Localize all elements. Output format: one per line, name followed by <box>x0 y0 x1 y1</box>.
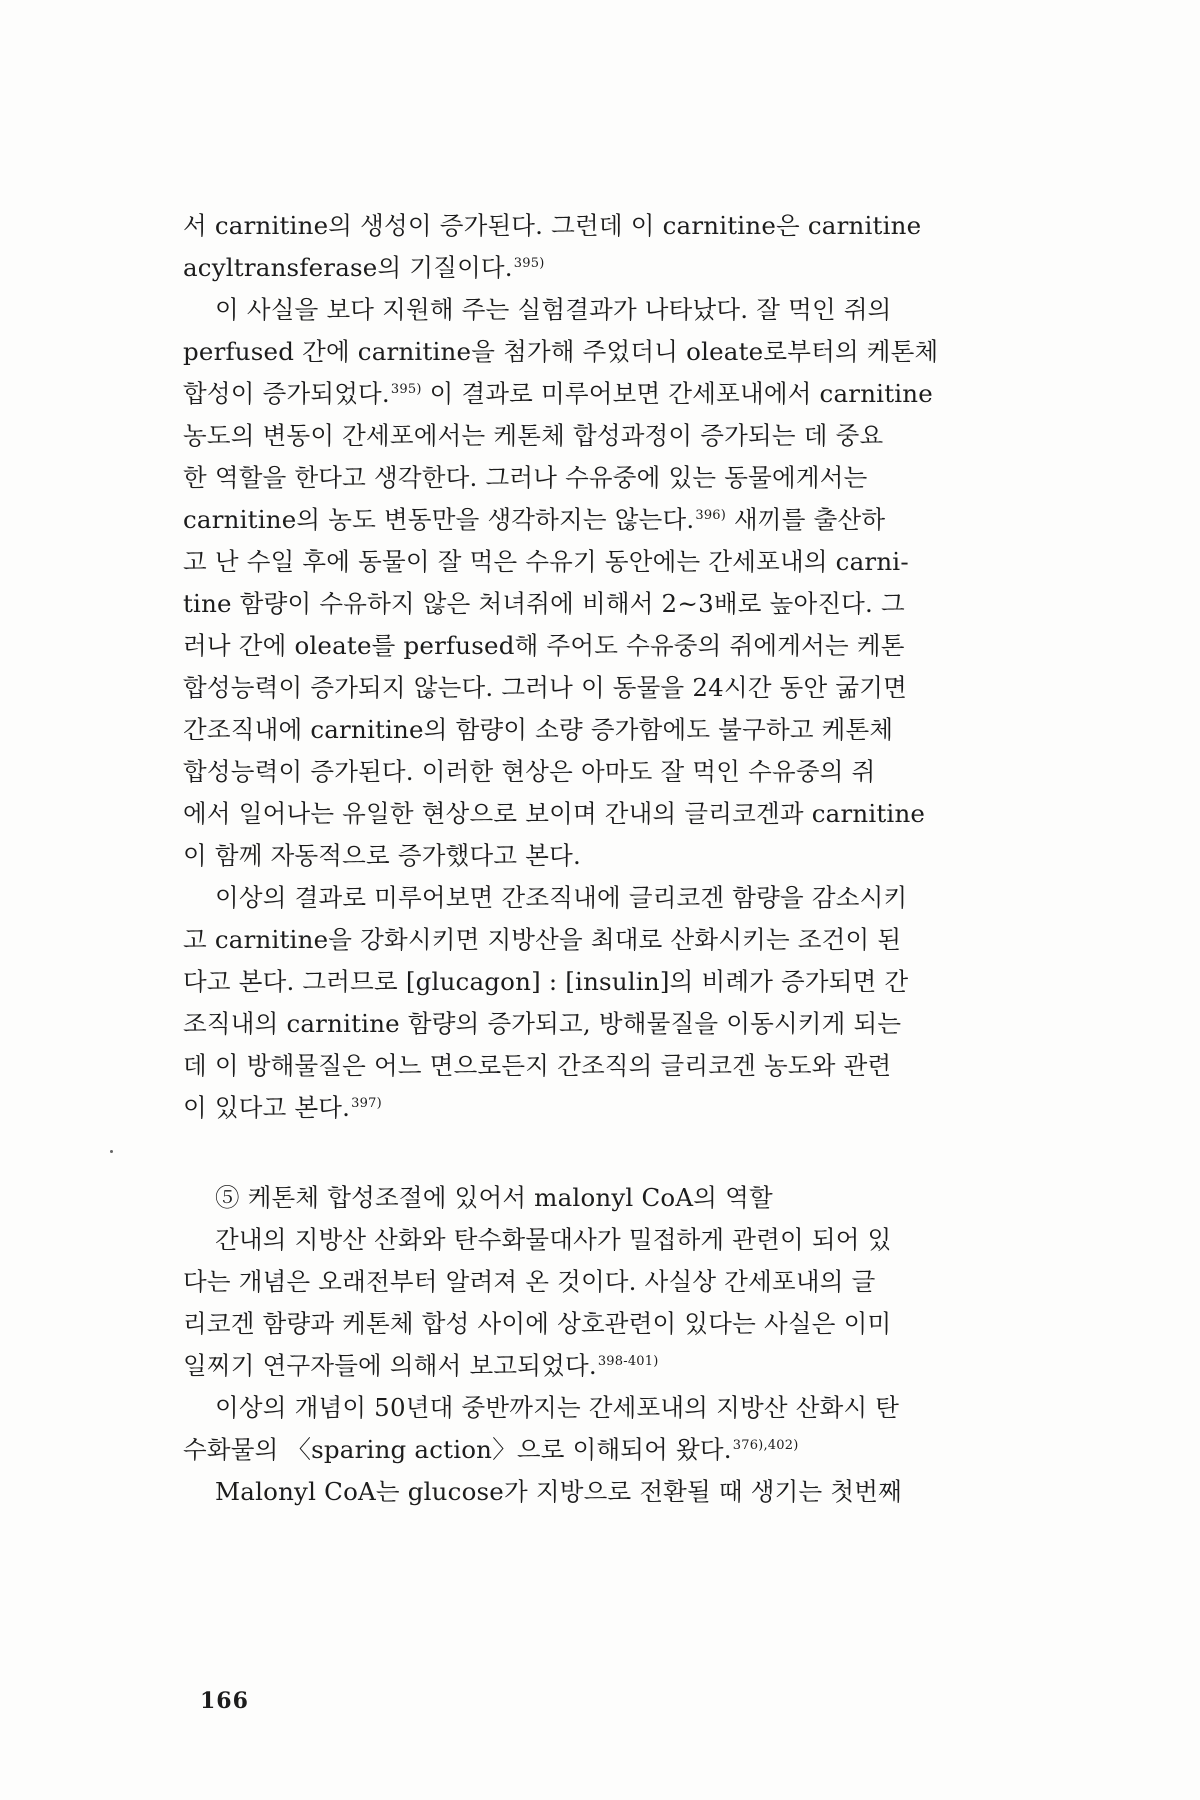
text-line: 에서 일어나는 유일한 현상으로 보이며 간내의 글리코겐과 carnitine <box>183 799 926 828</box>
text-line: Malonyl CoA는 glucose가 지방으로 전환될 때 생기는 첫번째 <box>215 1477 902 1506</box>
text-line: 합성능력이 증가되지 않는다. 그러나 이 동물을 24시간 동안 굶기면 <box>183 673 908 702</box>
text-line: 다는 개념은 오래전부터 알려져 온 것이다. 사실상 간세포내의 글 <box>183 1267 876 1296</box>
text-line: 이 함께 자동적으로 증가했다고 본다. <box>183 841 581 870</box>
text-line: acyltransferase의 기질이다.$^{395)}$ <box>183 253 545 282</box>
footnote-ref: 376),402) <box>732 1438 799 1453</box>
text-line: 이 사실을 보다 지원해 주는 실험결과가 나타났다. 잘 먹인 쥐의 <box>215 295 892 324</box>
text-line: 이상의 개념이 50년대 중반까지는 간세포내의 지방산 산화시 탄 <box>215 1393 900 1422</box>
text-line: 이 있다고 본다.$^{397)}$ <box>183 1093 382 1122</box>
body-text <box>183 205 1001 1513</box>
text-line: 농도의 변동이 간세포에서는 케톤체 합성과정이 증가되는 데 중요 <box>183 421 884 450</box>
text-line: perfused 간에 carnitine을 첨가해 주었더니 oleate로부터의 케톤체 <box>183 337 939 366</box>
footnote-ref: 397) <box>351 1096 382 1111</box>
text-line: 일찌기 연구자들에 의해서 보고되었다.$^{398-401)}$ <box>183 1351 659 1380</box>
section-heading: ⑤ 케톤체 합성조절에 있어서 malonyl CoA의 역할 <box>215 1183 773 1212</box>
text-line: 러나 간에 oleate를 perfused해 주어도 수유중의 쥐에게서는 케톤 <box>183 631 905 660</box>
text-line: 조직내의 carnitine 함량의 증가되고, 방해물질을 이동시키게 되는 <box>183 1009 902 1038</box>
text-line: 간내의 지방산 산화와 탄수화물대사가 밀접하게 관련이 되어 있 <box>215 1225 892 1254</box>
text-line: 합성능력이 증가된다. 이러한 현상은 아마도 잘 먹인 수유중의 쥐 <box>183 757 876 786</box>
text-line: 한 역할을 한다고 생각한다. 그러나 수유중에 있는 동물에게서는 <box>183 463 868 492</box>
scan-speck <box>110 1150 113 1153</box>
text-line: 고 carnitine을 강화시키면 지방산을 최대로 산화시키는 조건이 된 <box>183 925 902 954</box>
text-line: 이상의 결과로 미루어보면 간조직내에 글리코겐 함량을 감소시키 <box>215 883 908 912</box>
footnote-ref: 398-401) <box>597 1354 659 1369</box>
text-line: 고 난 수일 후에 동물이 잘 먹은 수유기 동안에는 간세포내의 carni- <box>183 547 909 576</box>
page-number: 166 <box>200 1688 249 1714</box>
section-gap <box>183 1129 1001 1177</box>
text-line: 데 이 방해물질은 어느 면으로든지 간조직의 글리코겐 농도와 관련 <box>183 1051 892 1080</box>
text-line: 수화물의 〈sparing action〉으로 이해되어 왔다.$^{376),402)}$ <box>183 1435 799 1464</box>
footnote-ref: 395) <box>390 382 422 397</box>
text-line: 간조직내에 carnitine의 함량이 소량 증가함에도 불구하고 케톤체 <box>183 715 894 744</box>
text-line: tine 함량이 수유하지 않은 처녀쥐에 비해서 2~3배로 높아진다. 그 <box>183 589 905 618</box>
footnote-ref: 395) <box>513 256 545 271</box>
text-line: carnitine의 농도 변동만을 생각하지는 않는다.$^{396)}$ 새끼를 출산하 <box>183 505 886 534</box>
text-line: 리코겐 함량과 케톤체 합성 사이에 상호관련이 있다는 사실은 이미 <box>183 1309 892 1338</box>
text-line: 다고 본다. 그러므로 [glucagon] : [insulin]의 비례가 증가되면 간 <box>183 967 909 996</box>
text-line: 합성이 증가되었다.$^{395)}$ 이 결과로 미루어보면 간세포내에서 carnitine <box>183 379 933 408</box>
text-line: 서 carnitine의 생성이 증가된다. 그런데 이 carnitine은 carnitine <box>183 211 922 240</box>
footnote-ref: 396) <box>695 508 727 523</box>
